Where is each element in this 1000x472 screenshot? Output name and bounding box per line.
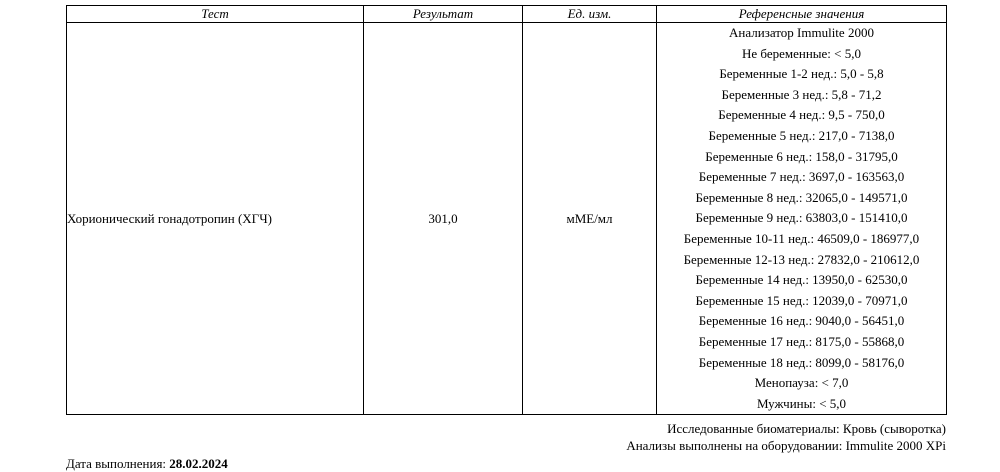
test-name: Хорионический гонадотропин (ХГЧ) — [67, 23, 364, 415]
reference-line: Беременные 18 нед.: 8099,0 - 58176,0 — [698, 354, 905, 370]
reference-line: Беременные 7 нед.: 3697,0 - 163563,0 — [698, 169, 905, 185]
reference-line: Беременные 1-2 нед.: 5,0 - 5,8 — [719, 66, 884, 82]
reference-line: Беременные 17 нед.: 8175,0 - 55868,0 — [698, 333, 905, 349]
reference-line: Беременные 10-11 нед.: 46509,0 - 186977,0 — [683, 230, 920, 246]
reference-line: Беременные 3 нед.: 5,8 - 71,2 — [721, 86, 882, 102]
reference-line: Беременные 14 нед.: 13950,0 - 62530,0 — [695, 272, 908, 288]
reference-line: Анализатор Immulite 2000 — [729, 25, 874, 40]
reference-line: Мужчины: < 5,0 — [756, 395, 847, 411]
table-row — [67, 23, 947, 415]
reference-line: Менопауза: < 7,0 — [754, 375, 849, 391]
header-reference: Референсные значения — [657, 6, 947, 23]
completion-label: Дата выполнения: — [66, 456, 167, 471]
reference-values — [657, 23, 947, 415]
results-table — [66, 5, 947, 415]
reference-line: Беременные 15 нед.: 12039,0 - 70971,0 — [695, 292, 908, 308]
reference-line: Не беременные: < 5,0 — [742, 45, 861, 61]
reference-line: Беременные 4 нед.: 9,5 - 750,0 — [718, 107, 885, 123]
header-unit: Ед. изм. — [523, 6, 657, 23]
reference-line: Беременные 8 нед.: 32065,0 - 149571,0 — [695, 189, 908, 205]
reference-line: Беременные 6 нед.: 158,0 - 31795,0 — [705, 148, 898, 164]
biomaterial-note: Исследованные биоматериалы: Кровь (сыворотка) — [667, 421, 946, 436]
reference-line: Беременные 9 нед.: 63803,0 - 151410,0 — [695, 210, 908, 226]
completion-date — [66, 456, 228, 472]
reference-line: Беременные 16 нед.: 9040,0 - 56451,0 — [698, 313, 905, 329]
reference-line: Беременные 5 нед.: 217,0 - 7138,0 — [708, 127, 895, 143]
result-value: 301,0 — [364, 23, 523, 415]
table-header-row — [67, 6, 947, 23]
header-result: Результат — [364, 6, 523, 23]
reference-line: Беременные 12-13 нед.: 27832,0 - 210612,0 — [683, 251, 920, 267]
equipment-note: Анализы выполнены на оборудовании: Immulite 2000 XPi — [626, 438, 946, 453]
completion-date-value: 28.02.2024 — [169, 456, 228, 471]
unit-value: мМЕ/мл — [523, 23, 657, 415]
header-test: Тест — [67, 6, 364, 23]
